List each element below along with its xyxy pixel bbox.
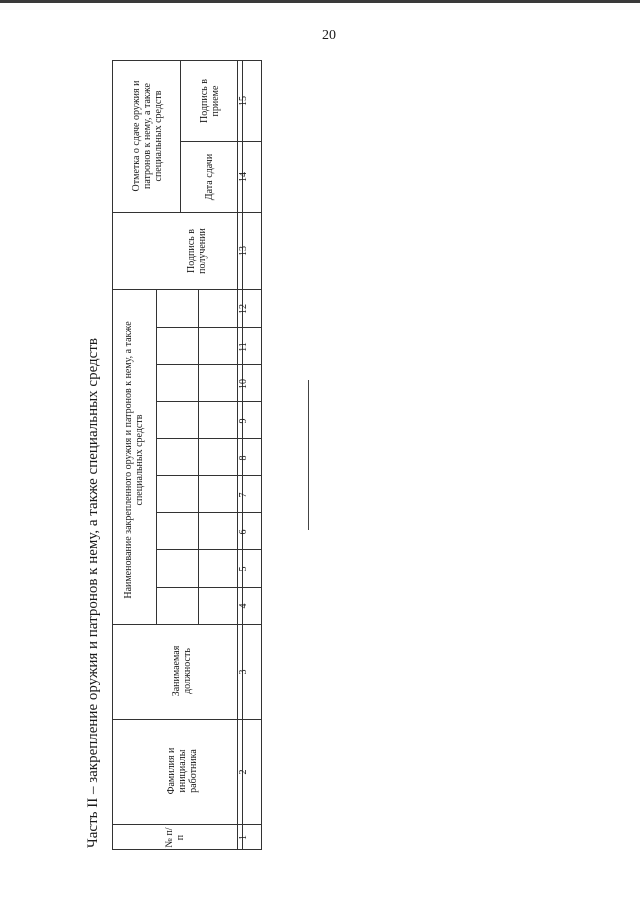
col-num-5: 5 [238,566,249,572]
col-num-13: 13 [238,246,249,256]
col-num-10: 10 [238,379,249,389]
header-name: Фамилия и инициалы работника [165,747,199,795]
col-num-15: 15 [238,96,249,106]
header-return-date: Дата сдачи [204,153,215,201]
rotated-content [85,60,263,850]
col-num-3: 3 [238,669,249,675]
separator-line [308,380,309,530]
col-num-7: 7 [238,492,249,498]
col-num-2: 2 [238,769,249,775]
journal-table [112,60,262,850]
col-num-4: 4 [238,603,249,609]
header-signature-accept: Подпись в приеме [198,79,221,123]
col-num-9: 9 [238,418,249,424]
col-num-11: 11 [238,342,249,352]
header-number: № п/п [163,827,186,848]
col-num-6: 6 [238,529,249,535]
col-num-8: 8 [238,455,249,461]
section-title: Часть II – закрепление оружия и патронов к нему, а также специальных средств [85,338,101,848]
col-num-12: 12 [238,304,249,314]
page-number: 20 [322,28,336,43]
col-num-1: 1 [238,835,249,840]
header-weapons: Наименование закрепленного оружия и патронов к нему, а также специальных средств [123,321,145,599]
top-border-line [0,0,640,3]
col-num-14: 14 [238,172,249,182]
header-position: Занимаемая должность [171,645,193,697]
header-return-mark: Отметка о сдаче оружия и патронов к нему, а также специальных средств [130,80,164,192]
header-signature-receive: Подпись в получении [186,228,208,274]
